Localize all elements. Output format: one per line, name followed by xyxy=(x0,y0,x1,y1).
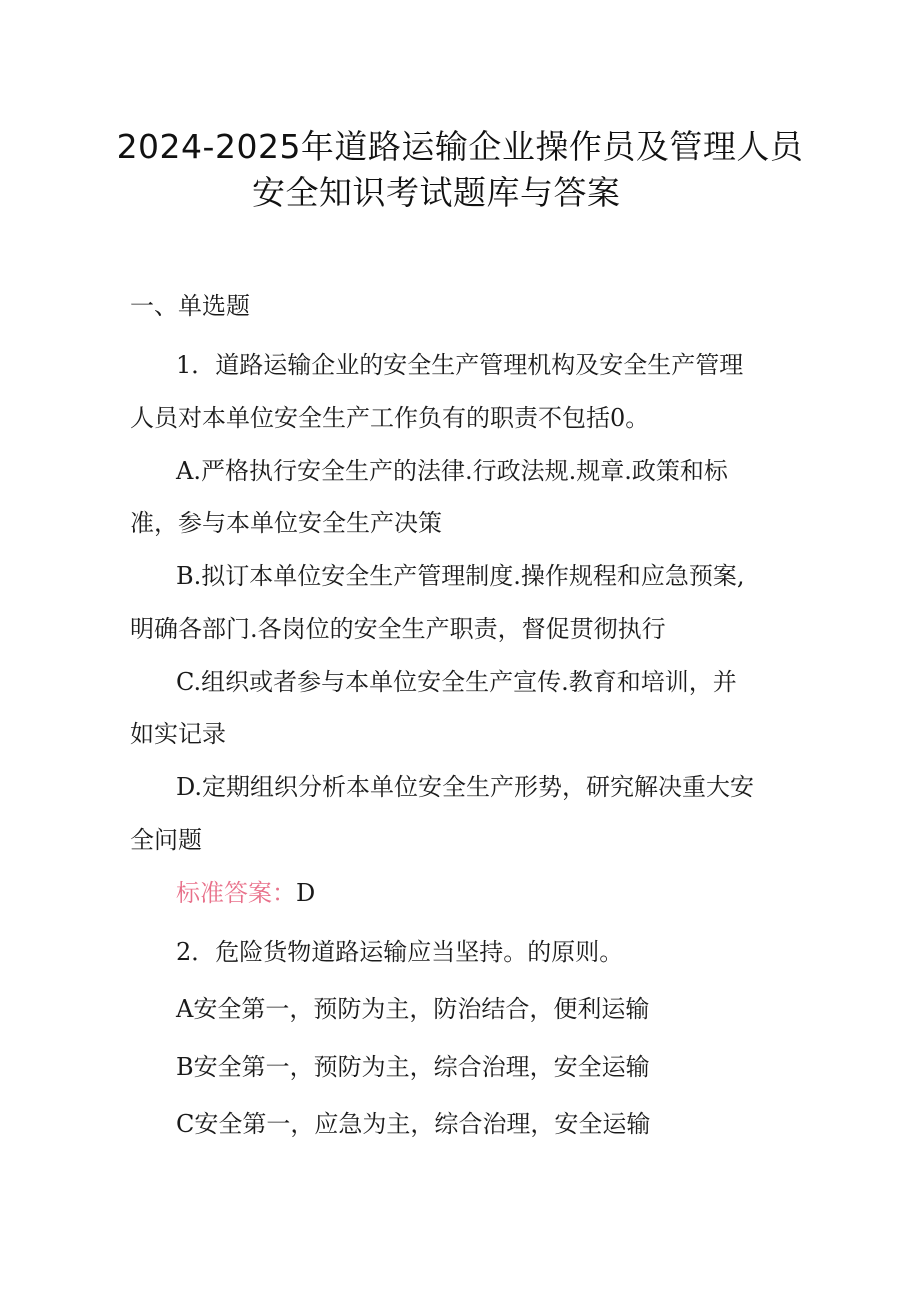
question-2-option-b: B安全第一，预防为主，综合治理，安全运输 xyxy=(176,1053,650,1081)
question-1-option-a-line-2: 准，参与本单位安全生产决策 xyxy=(130,509,442,537)
question-1-answer xyxy=(176,877,315,909)
question-1-option-d-line-2: 全问题 xyxy=(130,826,202,854)
question-2-stem: 2．危险货物道路运输应当坚持。的原则。 xyxy=(176,938,624,966)
question-1-stem-line-1: 1．道路运输企业的安全生产管理机构及安全生产管理 xyxy=(176,351,744,379)
question-1-option-b-line-2: 明确各部门.各岗位的安全生产职责，督促贯彻执行 xyxy=(130,615,666,643)
question-1-stem-line-2: 人员对本单位安全生产工作负有的职责不包括0。 xyxy=(130,404,650,432)
question-1-option-c-line-1: C.组织或者参与本单位安全生产宣传.教育和培训，并 xyxy=(176,668,737,696)
document-title-line-2: 安全知识考试题库与答案 xyxy=(252,173,621,212)
answer-value: D xyxy=(296,879,316,907)
section-heading: 一、单选题 xyxy=(130,292,250,320)
document-title-line-1: 2024-2025年道路运输企业操作员及管理人员 xyxy=(116,127,804,166)
answer-label: 标准答案： xyxy=(176,879,296,907)
question-2-option-a: A安全第一，预防为主，防治结合，便利运输 xyxy=(176,995,650,1023)
question-1-option-b-line-1: B.拟订本单位安全生产管理制度.操作规程和应急预案, xyxy=(176,562,745,590)
question-1-option-c-line-2: 如实记录 xyxy=(130,720,226,748)
question-1-option-a-line-1: A.严格执行安全生产的法律.行政法规.规章.政策和标 xyxy=(176,457,728,485)
question-2-option-c: C安全第一，应急为主，综合治理，安全运输 xyxy=(176,1110,651,1138)
question-1-option-d-line-1: D.定期组织分析本单位安全生产形势，研究解决重大安 xyxy=(176,773,755,801)
